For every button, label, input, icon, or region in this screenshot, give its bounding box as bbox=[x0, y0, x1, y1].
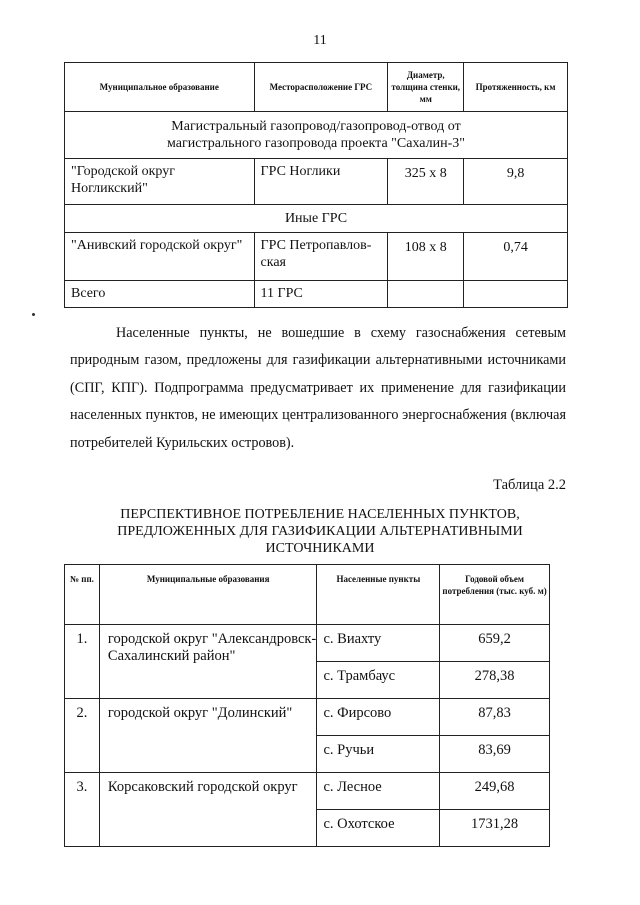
row-length: 9,8 bbox=[464, 159, 568, 205]
scan-speck bbox=[32, 313, 35, 316]
table-header-row bbox=[65, 565, 550, 625]
row-settlement: с. Трамбаус bbox=[317, 662, 440, 699]
header-number: № пп. bbox=[65, 565, 100, 625]
row-volume: 659,2 bbox=[440, 625, 550, 662]
table-row bbox=[65, 773, 550, 810]
total-empty bbox=[388, 281, 464, 308]
row-location: ГРС Ноглики bbox=[254, 159, 388, 205]
row-municipality: городской округ "Долинский" bbox=[99, 699, 317, 773]
total-stations: 11 ГРС bbox=[254, 281, 388, 308]
row-volume: 83,69 bbox=[440, 736, 550, 773]
section-row bbox=[65, 112, 568, 159]
table-row bbox=[65, 625, 550, 662]
body-paragraph: Населенные пункты, не вошедшие в схему газоснабжения сетевым природным газом, предложены для газификации альтернативными источниками (СПГ, КПГ). Подпрограмма предусматривает их применение для газификации населенных пунктов, не имеющих централизованного энергоснабжения (включая потребителей Курильских островов). bbox=[70, 325, 566, 451]
row-number: 2. bbox=[65, 699, 100, 773]
gas-stations-table bbox=[64, 62, 568, 308]
total-empty bbox=[464, 281, 568, 308]
table-title: ПЕРСПЕКТИВНОЕ ПОТРЕБЛЕНИЕ НАСЕЛЕННЫХ ПУНКТОВ, ПРЕДЛОЖЕННЫХ ДЛЯ ГАЗИФИКАЦИИ АЛЬТЕРНАТИВНЫМИ ИСТОЧНИКАМИ bbox=[117, 507, 523, 556]
row-municipality: "Городской округ Ногликский" bbox=[65, 159, 255, 205]
row-location: ГРС Петропавлов-ская bbox=[254, 233, 388, 281]
row-settlement: с. Ручьи bbox=[317, 736, 440, 773]
row-volume: 87,83 bbox=[440, 699, 550, 736]
table-row bbox=[65, 699, 550, 736]
section-title-other: Иные ГРС bbox=[65, 205, 568, 233]
row-settlement: с. Фирсово bbox=[317, 699, 440, 736]
row-volume: 1731,28 bbox=[440, 810, 550, 847]
header-location: Месторасположение ГРС bbox=[254, 63, 388, 112]
section-row bbox=[65, 205, 568, 233]
row-settlement: с. Лесное bbox=[317, 773, 440, 810]
row-diameter: 108 x 8 bbox=[388, 233, 464, 281]
table-header-row bbox=[65, 63, 568, 112]
header-annual-volume: Годовой объем потребления (тыс. куб. м) bbox=[440, 565, 550, 625]
row-municipality: Корсаковский городской округ bbox=[99, 773, 317, 847]
row-length: 0,74 bbox=[464, 233, 568, 281]
table-label: Таблица 2.2 bbox=[493, 477, 566, 493]
section-title-sakhalin3: Магистральный газопровод/газопровод-отвод от магистрального газопровода проекта "Сахалин-3" bbox=[65, 112, 568, 159]
row-municipality: городской округ "Александровск-Сахалинский район" bbox=[99, 625, 317, 699]
row-settlement: с. Виахту bbox=[317, 625, 440, 662]
header-diameter: Диаметр, толщина стенки, мм bbox=[388, 63, 464, 112]
table-row bbox=[65, 233, 568, 281]
row-number: 3. bbox=[65, 773, 100, 847]
row-volume: 278,38 bbox=[440, 662, 550, 699]
row-diameter: 325 x 8 bbox=[388, 159, 464, 205]
page-number: 11 bbox=[313, 33, 327, 48]
total-label: Всего bbox=[65, 281, 255, 308]
row-volume: 249,68 bbox=[440, 773, 550, 810]
row-number: 1. bbox=[65, 625, 100, 699]
header-municipalities: Муниципальные образования bbox=[99, 565, 317, 625]
consumption-table bbox=[64, 564, 550, 847]
header-length: Протяженность, км bbox=[464, 63, 568, 112]
total-row bbox=[65, 281, 568, 308]
row-settlement: с. Охотское bbox=[317, 810, 440, 847]
header-municipality: Муниципальное образование bbox=[65, 63, 255, 112]
table-row bbox=[65, 159, 568, 205]
row-municipality: "Анивский городской округ" bbox=[65, 233, 255, 281]
header-settlements: Населенные пункты bbox=[317, 565, 440, 625]
